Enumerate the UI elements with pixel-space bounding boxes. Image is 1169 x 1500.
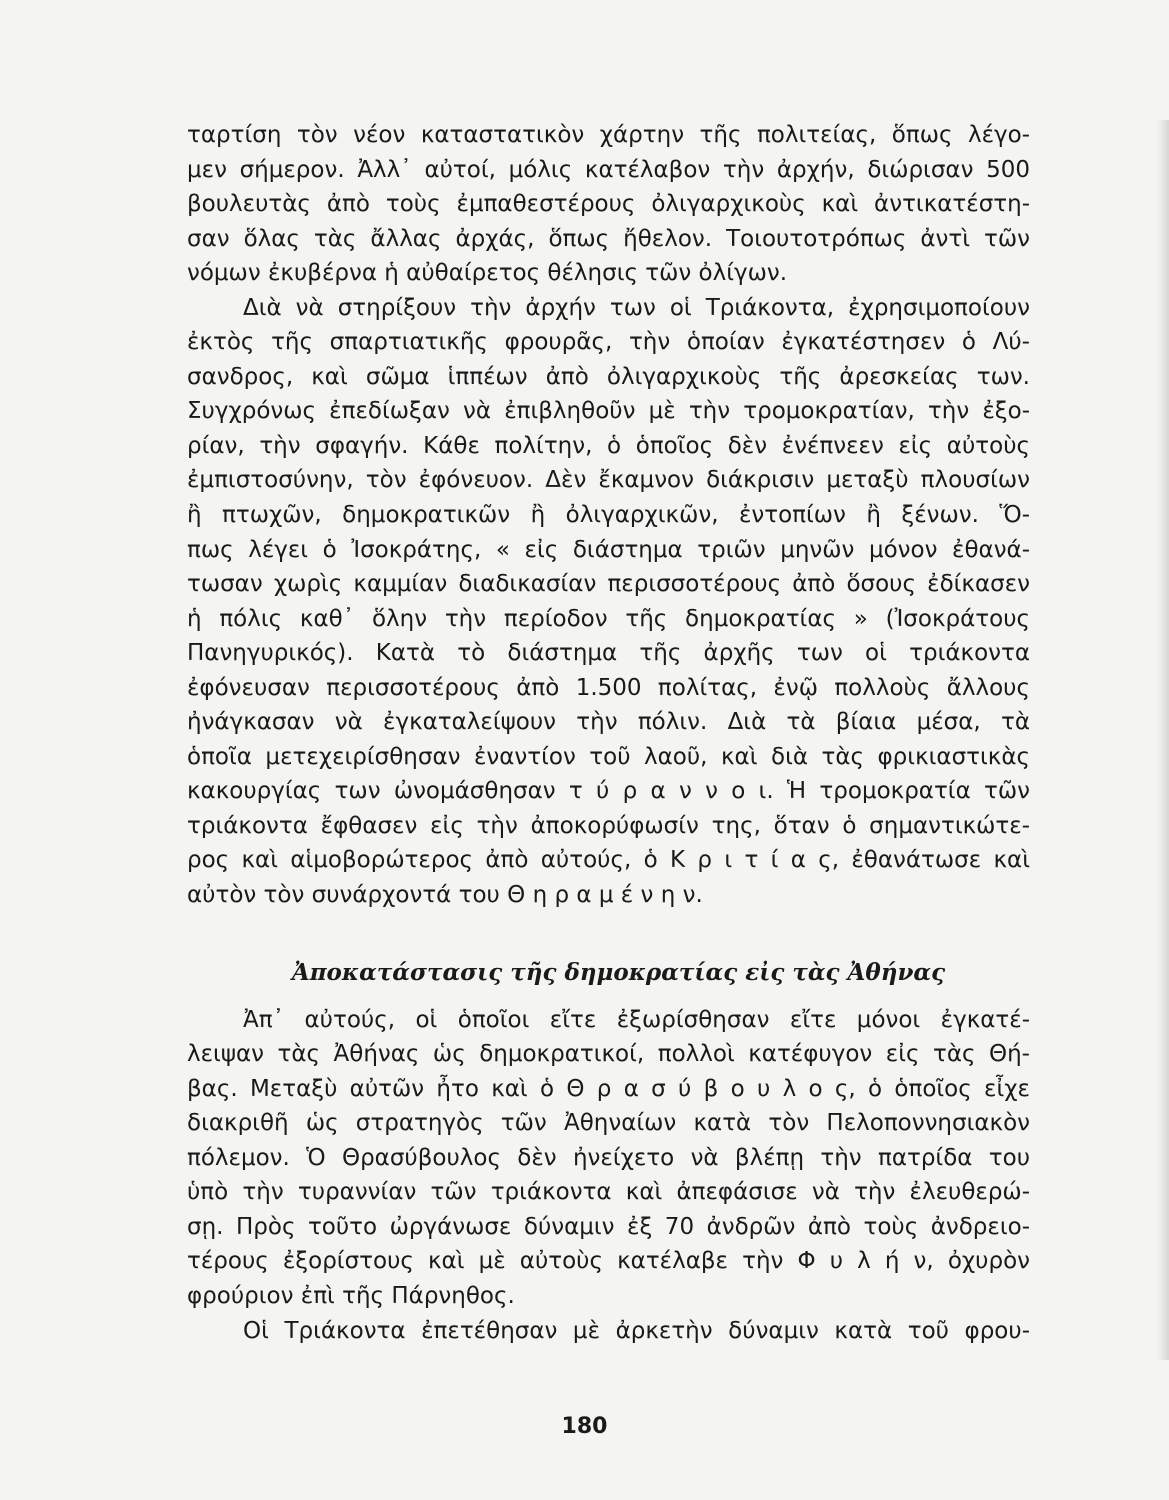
text-line: ἠνάγκασαν νὰ ἐγκαταλείψουν τὴν πόλιν. Διὰ τὰ βίαια μέσα, τὰ <box>187 709 1030 736</box>
text-line: σαν ὅλας τὰς ἄλλας ἀρχάς, ὅπως ἤθελον. Τοιουτοτρόπως ἀντὶ τῶν <box>187 225 1030 252</box>
text-line: ἢ πτωχῶν, δημοκρατικῶν ἢ ὀλιγαρχικῶν, ἐντοπίων ἢ ξένων. Ὅ- <box>187 502 1030 529</box>
text-line: σῃ. Πρὸς τοῦτο ὠργάνωσε δύναμιν ἐξ 70 ἀνδρῶν ἀπὸ τοὺς ἀνδρειο- <box>187 1213 1030 1240</box>
text-line: ἐκτὸς τῆς σπαρτιατικῆς φρουρᾶς, τὴν ὁποίαν ἐγκατέστησεν ὁ Λύ- <box>187 329 1030 356</box>
text-line: πως λέγει ὁ Ἰσοκράτης, « εἰς διάστημα τριῶν μηνῶν μόνον ἐθανά- <box>187 536 1030 563</box>
text-line: Συγχρόνως ἐπεδίωξαν νὰ ἐπιβληθοῦν μὲ τὴν τρομοκρατίαν, τὴν ἐξο- <box>187 398 1030 425</box>
text-line: σανδρος, καὶ σῶμα ἱππέων ἀπὸ ὀλιγαρχικοὺς τῆς ἀρεσκείας των. <box>187 363 1030 390</box>
text-line: μεν σήμερον. Ἀλλ᾽ αὐτοί, μόλις κατέλαβον τὴν ἀρχήν, διώρισαν 500 <box>187 156 1030 183</box>
text-line: βουλευτὰς ἀπὸ τοὺς ἐμπαθεστέρους ὀλιγαρχικοὺς καὶ ἀντικατέστη- <box>187 191 1030 218</box>
text-line: Διὰ νὰ στηρίξουν τὴν ἀρχήν των οἱ Τριάκοντα, ἐχρησιμοποίουν <box>243 294 1030 321</box>
text-line: Ἀπ᾽ αὐτούς, οἱ ὁποῖοι εἴτε ἐξωρίσθησαν εἴτε μόνοι ἐγκατέ- <box>243 1006 1030 1033</box>
text-line: λειψαν τὰς Ἀθήνας ὡς δημοκρατικοί, πολλοὶ κατέφυγον εἰς τὰς Θή- <box>187 1041 1030 1068</box>
text-line: κακουργίας των ὠνομάσθησαν τ ύ ρ α ν ν ο ι. Ἡ τρομοκρατία τῶν <box>187 778 1030 805</box>
text-line: Οἱ Τριάκοντα ἐπετέθησαν μὲ ἀρκετὴν δύναμιν κατὰ τοῦ φρου- <box>243 1317 1030 1344</box>
text-line: τωσαν χωρὶς καμμίαν διαδικασίαν περισσοτέρους ἀπὸ ὅσους ἐδίκασεν <box>187 571 1030 598</box>
page-number: 180 <box>561 1414 608 1439</box>
text-line: ταρτίση τὸν νέον καταστατικὸν χάρτην τῆς πολιτείας, ὅπως λέγο- <box>187 122 1030 148</box>
text-line: ἡ πόλις καθ᾽ ὅλην τὴν περίοδον τῆς δημοκρατίας » (Ἰσοκράτους <box>187 605 1030 632</box>
section-heading: Ἀποκατάστασις τῆς δημοκρατίας εἰς τὰς Ἀθήνας <box>291 958 946 986</box>
text-line: πόλεμον. Ὁ Θρασύβουλος δὲν ἠνείχετο νὰ βλέπῃ τὴν πατρίδα του <box>187 1144 1030 1171</box>
body-text <box>187 118 1030 1348</box>
text-line: τέρους ἐξορίστους καὶ μὲ αὐτοὺς κατέλαβε τὴν Φ υ λ ή ν, ὀχυρὸν <box>187 1248 1030 1275</box>
text-line: ὑπὸ τὴν τυραννίαν τῶν τριάκοντα καὶ ἀπεφάσισε νὰ τὴν ἐλευθερώ- <box>187 1179 1030 1206</box>
page-edge-shadow <box>1157 120 1169 1360</box>
text-line: ἐφόνευσαν περισσοτέρους ἀπὸ 1.500 πολίτας, ἐνῷ πολλοὺς ἄλλους <box>187 674 1030 701</box>
text-line: ρίαν, τὴν σφαγήν. Κάθε πολίτην, ὁ ὁποῖος δὲν ἐνέπνεεν εἰς αὐτοὺς <box>187 432 1030 459</box>
text-line: ρος καὶ αἱμοβορώτερος ἀπὸ αὐτούς, ὁ Κ ρ ι τ ί α ς, ἐθανάτωσε καὶ <box>187 847 1030 874</box>
text-line: ὁποῖα μετεχειρίσθησαν ἐναντίον τοῦ λαοῦ, καὶ διὰ τὰς φρικιαστικὰς <box>187 743 1030 770</box>
text-line: αὐτὸν τὸν συνάρχοντά του Θ η ρ α μ έ ν η ν. <box>187 882 703 909</box>
text-line: διακριθῆ ὡς στρατηγὸς τῶν Ἀθηναίων κατὰ τὸν Πελοποννησιακὸν <box>187 1110 1030 1137</box>
text-line: τριάκοντα ἔφθασεν εἰς τὴν ἀποκορύφωσίν της, ὅταν ὁ σημαντικώτε- <box>187 812 1030 839</box>
text-line: Πανηγυρικός). Κατὰ τὸ διάστημα τῆς ἀρχῆς των οἱ τριάκοντα <box>187 640 1030 667</box>
text-line: νόμων ἐκυβέρνα ἡ αὐθαίρετος θέλησις τῶν ὀλίγων. <box>187 260 788 287</box>
text-line: ἐμπιστοσύνην, τὸν ἐφόνευον. Δὲν ἔκαμνον διάκρισιν μεταξὺ πλουσίων <box>187 467 1030 494</box>
text-line: βας. Μεταξὺ αὐτῶν ἦτο καὶ ὁ Θ ρ α σ ύ β ο υ λ ο ς, ὁ ὁποῖος εἶχε <box>187 1075 1030 1102</box>
text-line: φρούριον ἐπὶ τῆς Πάρνηθος. <box>187 1282 515 1309</box>
